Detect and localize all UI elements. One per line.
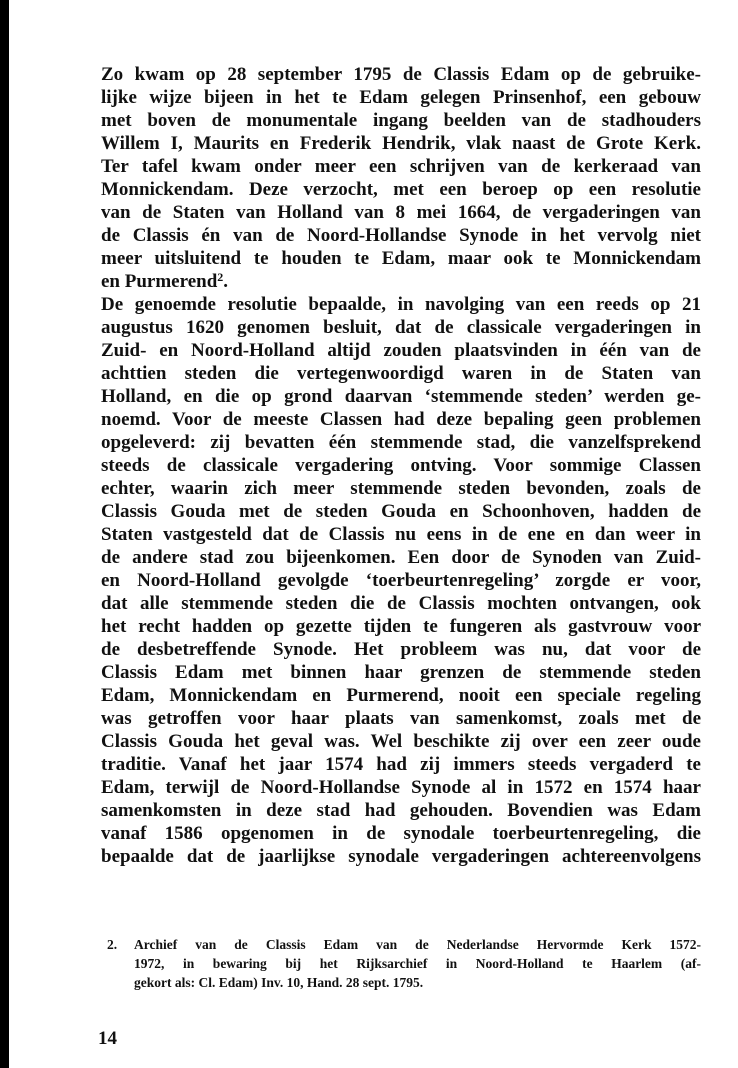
footnote-line-text: Archief van de Classis Edam van de Nederlandse Hervormde Kerk 1572-: [134, 937, 701, 952]
text-line: echter, waarin zich meer stemmende steden bevonden, zoals de: [101, 478, 701, 499]
footnote-line: 1972, in bewaring bij het Rijksarchief in Noord-Holland te Haarlem (af-: [134, 956, 701, 971]
text-line: augustus 1620 genomen besluit, dat de classicale vergaderingen in: [101, 317, 701, 338]
text-line: met boven de monumentale ingang beelden van de stadhouders: [101, 110, 701, 131]
text-line: dat alle stemmende steden die de Classis mochten ontvangen, ook: [101, 593, 701, 614]
footnote-line: [107, 935, 701, 954]
text-line: meer uitsluitend te houden te Edam, maar ook te Monnickendam: [101, 248, 701, 269]
text-line: steeds de classicale vergadering ontving. Voor sommige Classen: [101, 455, 701, 476]
text-line: Classis Gouda het geval was. Wel beschikte zij over een zeer oude: [101, 731, 701, 752]
text-line: noemd. Voor de meeste Classen had deze bepaling geen problemen: [101, 409, 701, 430]
text-line: de desbetreffende Synode. Het probleem was nu, dat voor de: [101, 639, 701, 660]
text-line: lijke wijze bijeen in het te Edam gelegen Prinsenhof, een gebouw: [101, 87, 701, 108]
text-line: de andere stad zou bijeenkomen. Een door de Synoden van Zuid-: [101, 547, 701, 568]
page-number: 14: [98, 1028, 117, 1049]
footnote-number: 2.: [107, 937, 118, 952]
text-line: was getroffen voor haar plaats van samenkomst, zoals met de: [101, 708, 701, 729]
scan-edge: [0, 0, 9, 1068]
text-line: Zuid- en Noord-Holland altijd zouden plaatsvinden in één van de: [101, 340, 701, 361]
text-line: vanaf 1586 opgenomen in de synodale toerbeurtenregeling, die: [101, 823, 701, 844]
text-line: Ter tafel kwam onder meer een schrijven van de kerkeraad van: [101, 156, 701, 177]
text-line: Willem I, Maurits en Frederik Hendrik, vlak naast de Grote Kerk.: [101, 133, 701, 154]
text-line: Classis Edam met binnen haar grenzen de stemmende steden: [101, 662, 701, 683]
text-line: Edam, terwijl de Noord-Hollandse Synode al in 1572 en 1574 haar: [101, 777, 701, 798]
text-line: Holland, en die op grond daarvan ‘stemmende steden’ werden ge-: [101, 386, 701, 407]
text-line-with-footnote-ref: [101, 270, 701, 293]
text-line: Classis Gouda met de steden Gouda en Schoonhoven, hadden de: [101, 501, 701, 522]
text-line: Zo kwam op 28 september 1795 de Classis Edam op de gebruike-: [101, 64, 701, 85]
footnote-line: gekort als: Cl. Edam) Inv. 10, Hand. 28 sept. 1795.: [134, 975, 424, 990]
text-line: opgeleverd: zij bevatten één stemmende stad, die vanzelfsprekend: [101, 432, 701, 453]
text-line: traditie. Vanaf het jaar 1574 had zij immers steeds vergaderd te: [101, 754, 701, 775]
text-line-content: en Purmerend: [101, 271, 218, 292]
text-line: Edam, Monnickendam en Purmerend, nooit een speciale regeling: [101, 685, 701, 706]
text-line: samenkomsten in deze stad had gehouden. Bovendien was Edam: [101, 800, 701, 821]
text-line: de Classis én van de Noord-Hollandse Synode in het vervolg niet: [101, 225, 701, 246]
footnote: [107, 935, 701, 992]
text-line: Monnickendam. Deze verzocht, met een beroep op een resolutie: [101, 179, 701, 200]
text-line: en Noord-Holland gevolgde ‘toerbeurtenregeling’ zorgde er voor,: [101, 570, 701, 591]
text-line: van de Staten van Holland van 8 mei 1664, de vergaderingen van: [101, 202, 701, 223]
text-line: achttien steden die vertegenwoordigd waren in de Staten van: [101, 363, 701, 384]
main-text: [101, 63, 701, 868]
footnote-reference[interactable]: 2: [217, 270, 224, 284]
text-line: bepaalde dat de jaarlijkse synodale vergaderingen achtereenvolgens: [101, 846, 701, 867]
text-line: het recht hadden op gezette tijden te fungeren als gastvrouw voor: [101, 616, 701, 637]
text-line: Staten vastgesteld dat de Classis nu eens in de ene en dan weer in: [101, 524, 701, 545]
footnote-reference-suffix: .: [223, 271, 229, 292]
text-line: De genoemde resolutie bepaalde, in navolging van een reeds op 21: [101, 294, 701, 315]
